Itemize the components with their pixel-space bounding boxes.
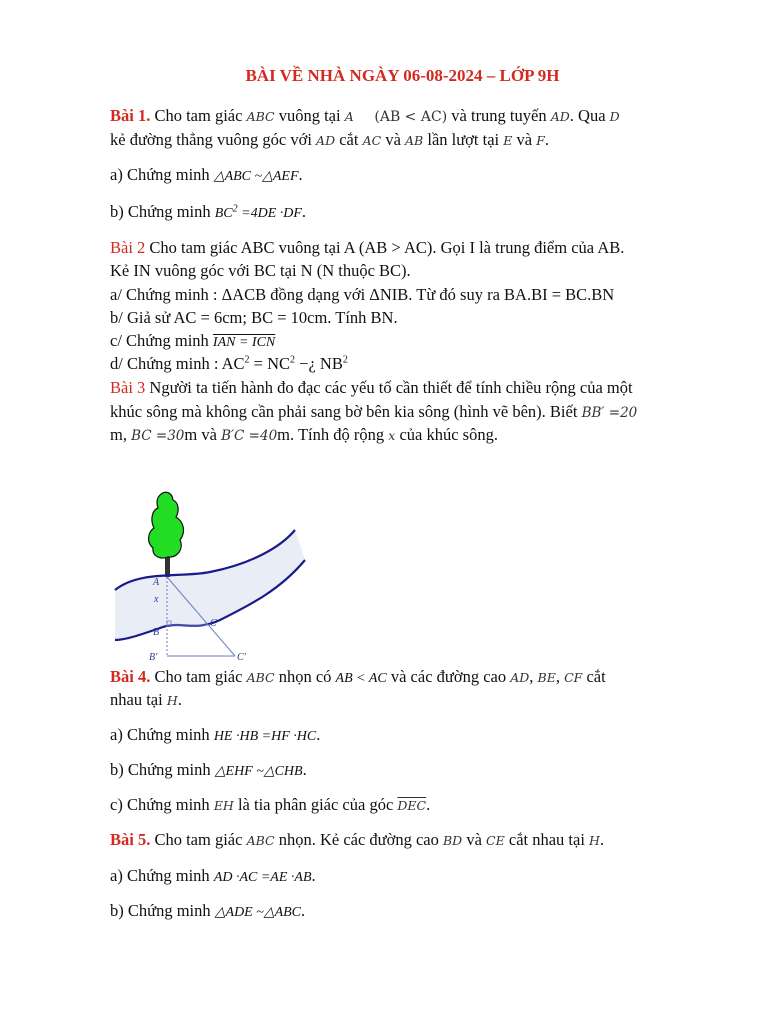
bai1-line2: kẻ đường thẳng vuông góc với AD cắt AC và AB lần lượt tại E và F. [110, 130, 549, 149]
bai3-line1: Bài 3 Người ta tiến hành đo đạc các yếu tố cần thiết để tính chiều rộng của một [110, 378, 633, 397]
bai1-line1: Bài 1. Cho tam giác ABC vuông tại A (AB < AC) và trung tuyến AD. Qua D [110, 106, 620, 125]
bai2-part-b: b/ Giả sử AC = 6cm; BC = 10cm. Tính BN. [110, 308, 398, 327]
bai5-label: Bài 5. [110, 830, 151, 849]
bai3-label: Bài 3 [110, 378, 146, 397]
bai1-part-a: a) Chứng minh △ABC ~△AEF. [110, 165, 303, 184]
bai1-part-b: b) Chứng minh $BC^2 =4DE \cdot DF$. [110, 202, 307, 221]
label-B-prime: B′ [149, 652, 158, 663]
bai3-line2: khúc sông mà không cần phải sang bờ bên kia sông (hình vẽ bên). Biết BB′ =20 [110, 402, 638, 421]
tree-icon [149, 492, 184, 558]
bai2-label: Bài 2 [110, 238, 146, 257]
bai2-part-a: a/ Chứng minh : ΔACB đồng dạng với ΔNIB. Từ đó suy ra BA.BI = BC.BN [110, 285, 615, 304]
bai4-label: Bài 4. [110, 667, 151, 686]
bai4-part-a: a) Chứng minh HE ·HB =HF ·HC. [110, 725, 321, 744]
bai4-part-c: c) Chứng minh EH là tia phân giác của góc $\overline{DEC}$. [110, 795, 431, 814]
page-title: BÀI VỀ NHÀ NGÀY 06-08-2024 – LỚP 9H [245, 66, 560, 85]
bai4-line1: Bài 4. Cho tam giác ABC nhọn có AB < AC và các đường cao AD, BE, CF cắt [110, 667, 606, 686]
bai4-line2: nhau tại H. [110, 690, 182, 709]
river-figure [110, 490, 310, 665]
bai2-part-d: d/ Chứng minh : $AC^2 = NC^2$ −¿ $NB^2$ [110, 354, 348, 373]
bai5-line1: Bài 5. Cho tam giác ABC nhọn. Kẻ các đường cao BD và CE cắt nhau tại H. [110, 830, 605, 849]
bai2-line1: Bài 2 Cho tam giác ABC vuông tại A (AB > AC). Gọi I là trung điểm của AB. [110, 238, 625, 257]
label-C: C [210, 618, 217, 629]
bai1-label: Bài 1. [110, 106, 151, 125]
bai3-line3: m, BC =30m và B′C =40m. Tính độ rộng x của khúc sông. [110, 425, 498, 444]
label-C-prime: C′ [237, 652, 246, 663]
label-A: A [153, 577, 160, 588]
bai5-part-b: b) Chứng minh △ADE ~△ABC. [110, 901, 306, 920]
label-x: x [154, 594, 159, 605]
bai2-part-c: c/ Chứng minh IAN = ICN [110, 331, 276, 350]
label-B: B [153, 627, 160, 638]
bai2-line2: Kẻ IN vuông góc với BC tại N (N thuộc BC). [110, 261, 411, 280]
bai5-part-a: a) Chứng minh AD ·AC =AE ·AB. [110, 866, 316, 885]
bai4-part-b: b) Chứng minh △EHF ~△CHB. [110, 760, 307, 779]
